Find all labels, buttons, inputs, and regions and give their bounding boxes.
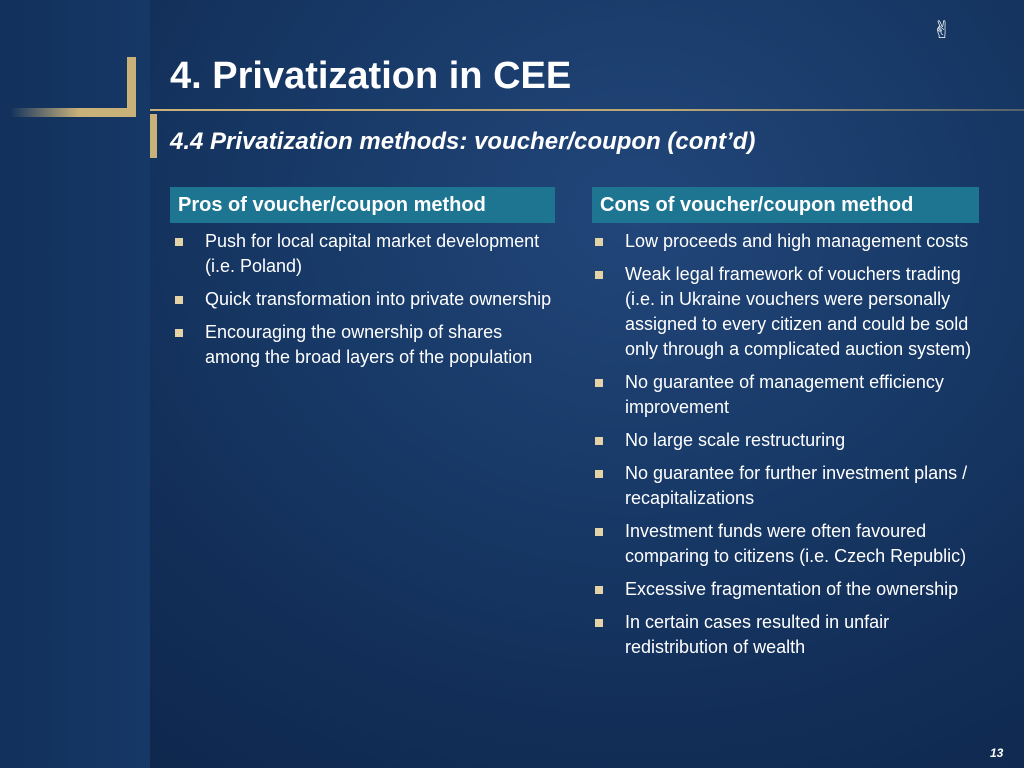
list-item-text: Quick transformation into private ownership — [205, 289, 552, 309]
list-item-text: Excessive fragmentation of the ownership — [625, 579, 959, 599]
list-item-text: No guarantee of management efficiency improvement — [625, 372, 944, 417]
slide-subtitle: 4.4 Privatization methods: voucher/coupon (cont’d) — [170, 128, 756, 155]
pros-list — [172, 229, 552, 378]
list-item-text: Push for local capital market development (i.e. Poland) — [205, 231, 540, 276]
list-item-text: Encouraging the ownership of shares among the broad layers of the population — [205, 322, 533, 367]
victory-hand-icon: ✌ — [931, 16, 953, 44]
subtitle-bracket — [150, 114, 157, 158]
square-bullet-icon — [595, 437, 603, 445]
slide-title: 4. Privatization in CEE — [170, 55, 572, 97]
list-item — [592, 610, 992, 660]
list-item — [172, 229, 552, 279]
list-item-text: Low proceeds and high management costs — [625, 231, 969, 251]
title-divider-line — [150, 109, 1024, 111]
page-number: 13 — [990, 746, 1004, 760]
list-item — [592, 262, 992, 362]
square-bullet-icon — [175, 329, 183, 337]
list-item — [592, 428, 992, 453]
square-bullet-icon — [595, 238, 603, 246]
square-bullet-icon — [595, 379, 603, 387]
list-item — [172, 287, 552, 312]
pros-column-header: Pros of voucher/coupon method — [170, 187, 555, 223]
cons-column-header: Cons of voucher/coupon method — [592, 187, 979, 223]
title-bracket-vertical — [127, 57, 136, 115]
list-item-text: No large scale restructuring — [625, 430, 846, 450]
list-item-text: In certain cases resulted in unfair redistribution of wealth — [625, 612, 890, 657]
square-bullet-icon — [175, 238, 183, 246]
square-bullet-icon — [175, 296, 183, 304]
cons-list — [592, 229, 992, 668]
list-item-text: Investment funds were often favoured comparing to citizens (i.e. Czech Republic) — [625, 521, 967, 566]
title-bracket-horizontal — [10, 108, 136, 117]
list-item-text: No guarantee for further investment plans / recapitalizations — [625, 463, 968, 508]
list-item — [592, 577, 992, 602]
square-bullet-icon — [595, 470, 603, 478]
square-bullet-icon — [595, 271, 603, 279]
list-item — [172, 320, 552, 370]
square-bullet-icon — [595, 586, 603, 594]
list-item — [592, 229, 992, 254]
list-item-text: Weak legal framework of vouchers trading (i.e. in Ukraine vouchers were personally assigned to every citizen and could be sold only through a complicated auction system) — [625, 264, 972, 359]
list-item — [592, 461, 992, 511]
square-bullet-icon — [595, 528, 603, 536]
list-item — [592, 519, 992, 569]
list-item — [592, 370, 992, 420]
square-bullet-icon — [595, 619, 603, 627]
